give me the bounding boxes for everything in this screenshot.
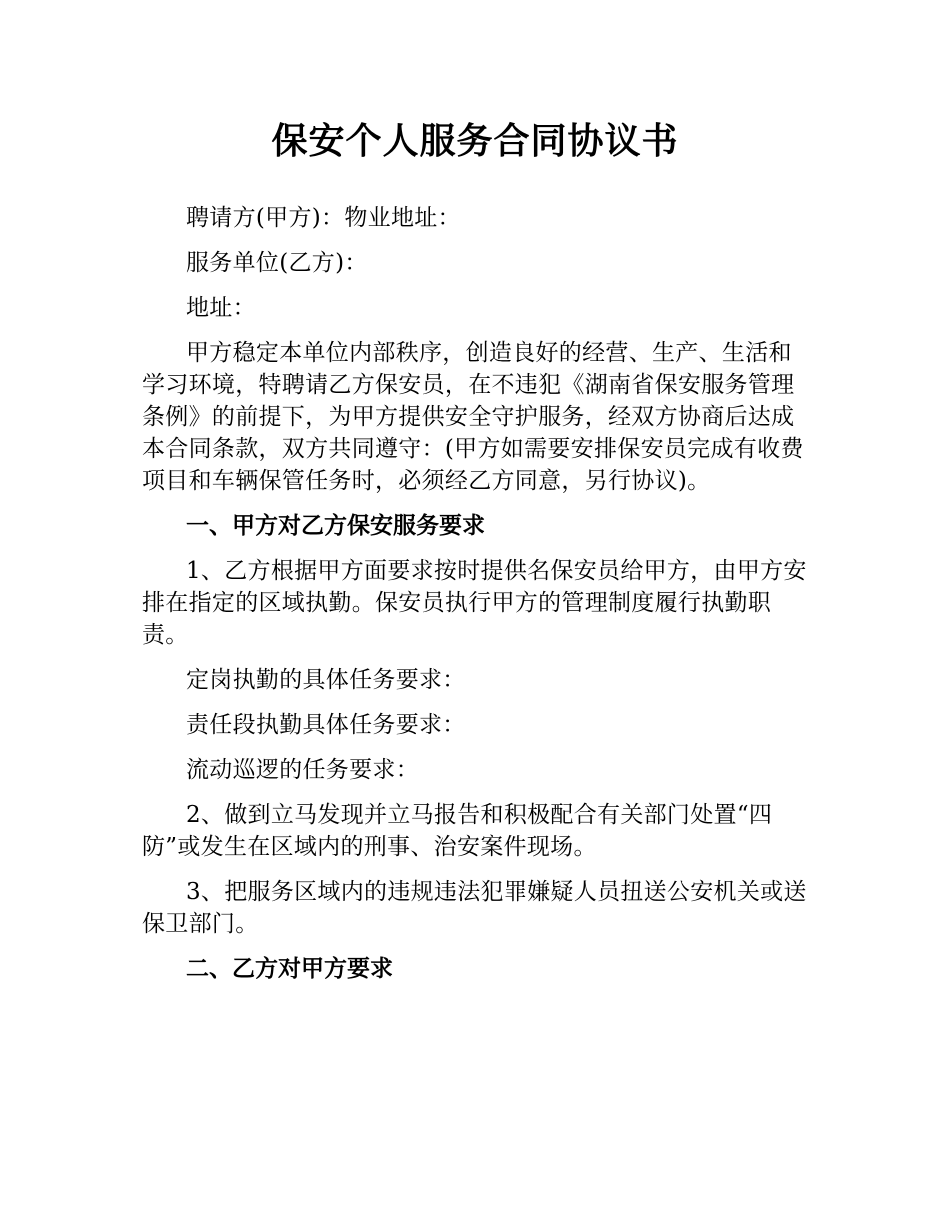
item-3-paragraph: 3、把服务区域内的违规违法犯罪嫌疑人员扭送公安机关或送保卫部门。 <box>142 879 807 937</box>
fixed-post-line: 定岗执勤的具体任务要求： <box>186 667 466 693</box>
item-1-paragraph: 1、乙方根据甲方面要求按时提供名保安员给甲方，由甲方安排在指定的区域执勤。保安员执行甲方的管理制度履行执勤职责。 <box>142 558 807 648</box>
address-line: 地址： <box>186 295 256 321</box>
patrol-line: 流动巡逻的任务要求： <box>186 757 419 783</box>
section-2-heading: 二、乙方对甲方要求 <box>186 956 393 982</box>
document-body <box>142 202 814 998</box>
service-unit-line: 服务单位(乙方)： <box>186 250 368 276</box>
item-2-paragraph: 2、做到立马发现并立马报告和积极配合有关部门处置“四防”或发生在区域内的刑事、治安案件现场。 <box>142 802 773 860</box>
employer-line: 聘请方(甲方)：物业地址： <box>186 205 461 231</box>
section-1-heading: 一、甲方对乙方保安服务要求 <box>186 513 485 539</box>
document-title: 保安个人服务合同协议书 <box>271 121 679 162</box>
section-duty-line: 责任段执勤具体任务要求： <box>186 712 466 738</box>
intro-paragraph: 甲方稳定本单位内部秩序，创造良好的经营、生产、生活和学习环境，特聘请乙方保安员，在不违犯《湖南省保安服务管理条例》的前提下，为甲方提供安全守护服务，经双方协商后达成本合同条款，双方共同遵守：(甲方如需要安排保安员完成有收费项目和车辆保管任务时，必须经乙方同意，另行协议)。 <box>142 340 804 494</box>
